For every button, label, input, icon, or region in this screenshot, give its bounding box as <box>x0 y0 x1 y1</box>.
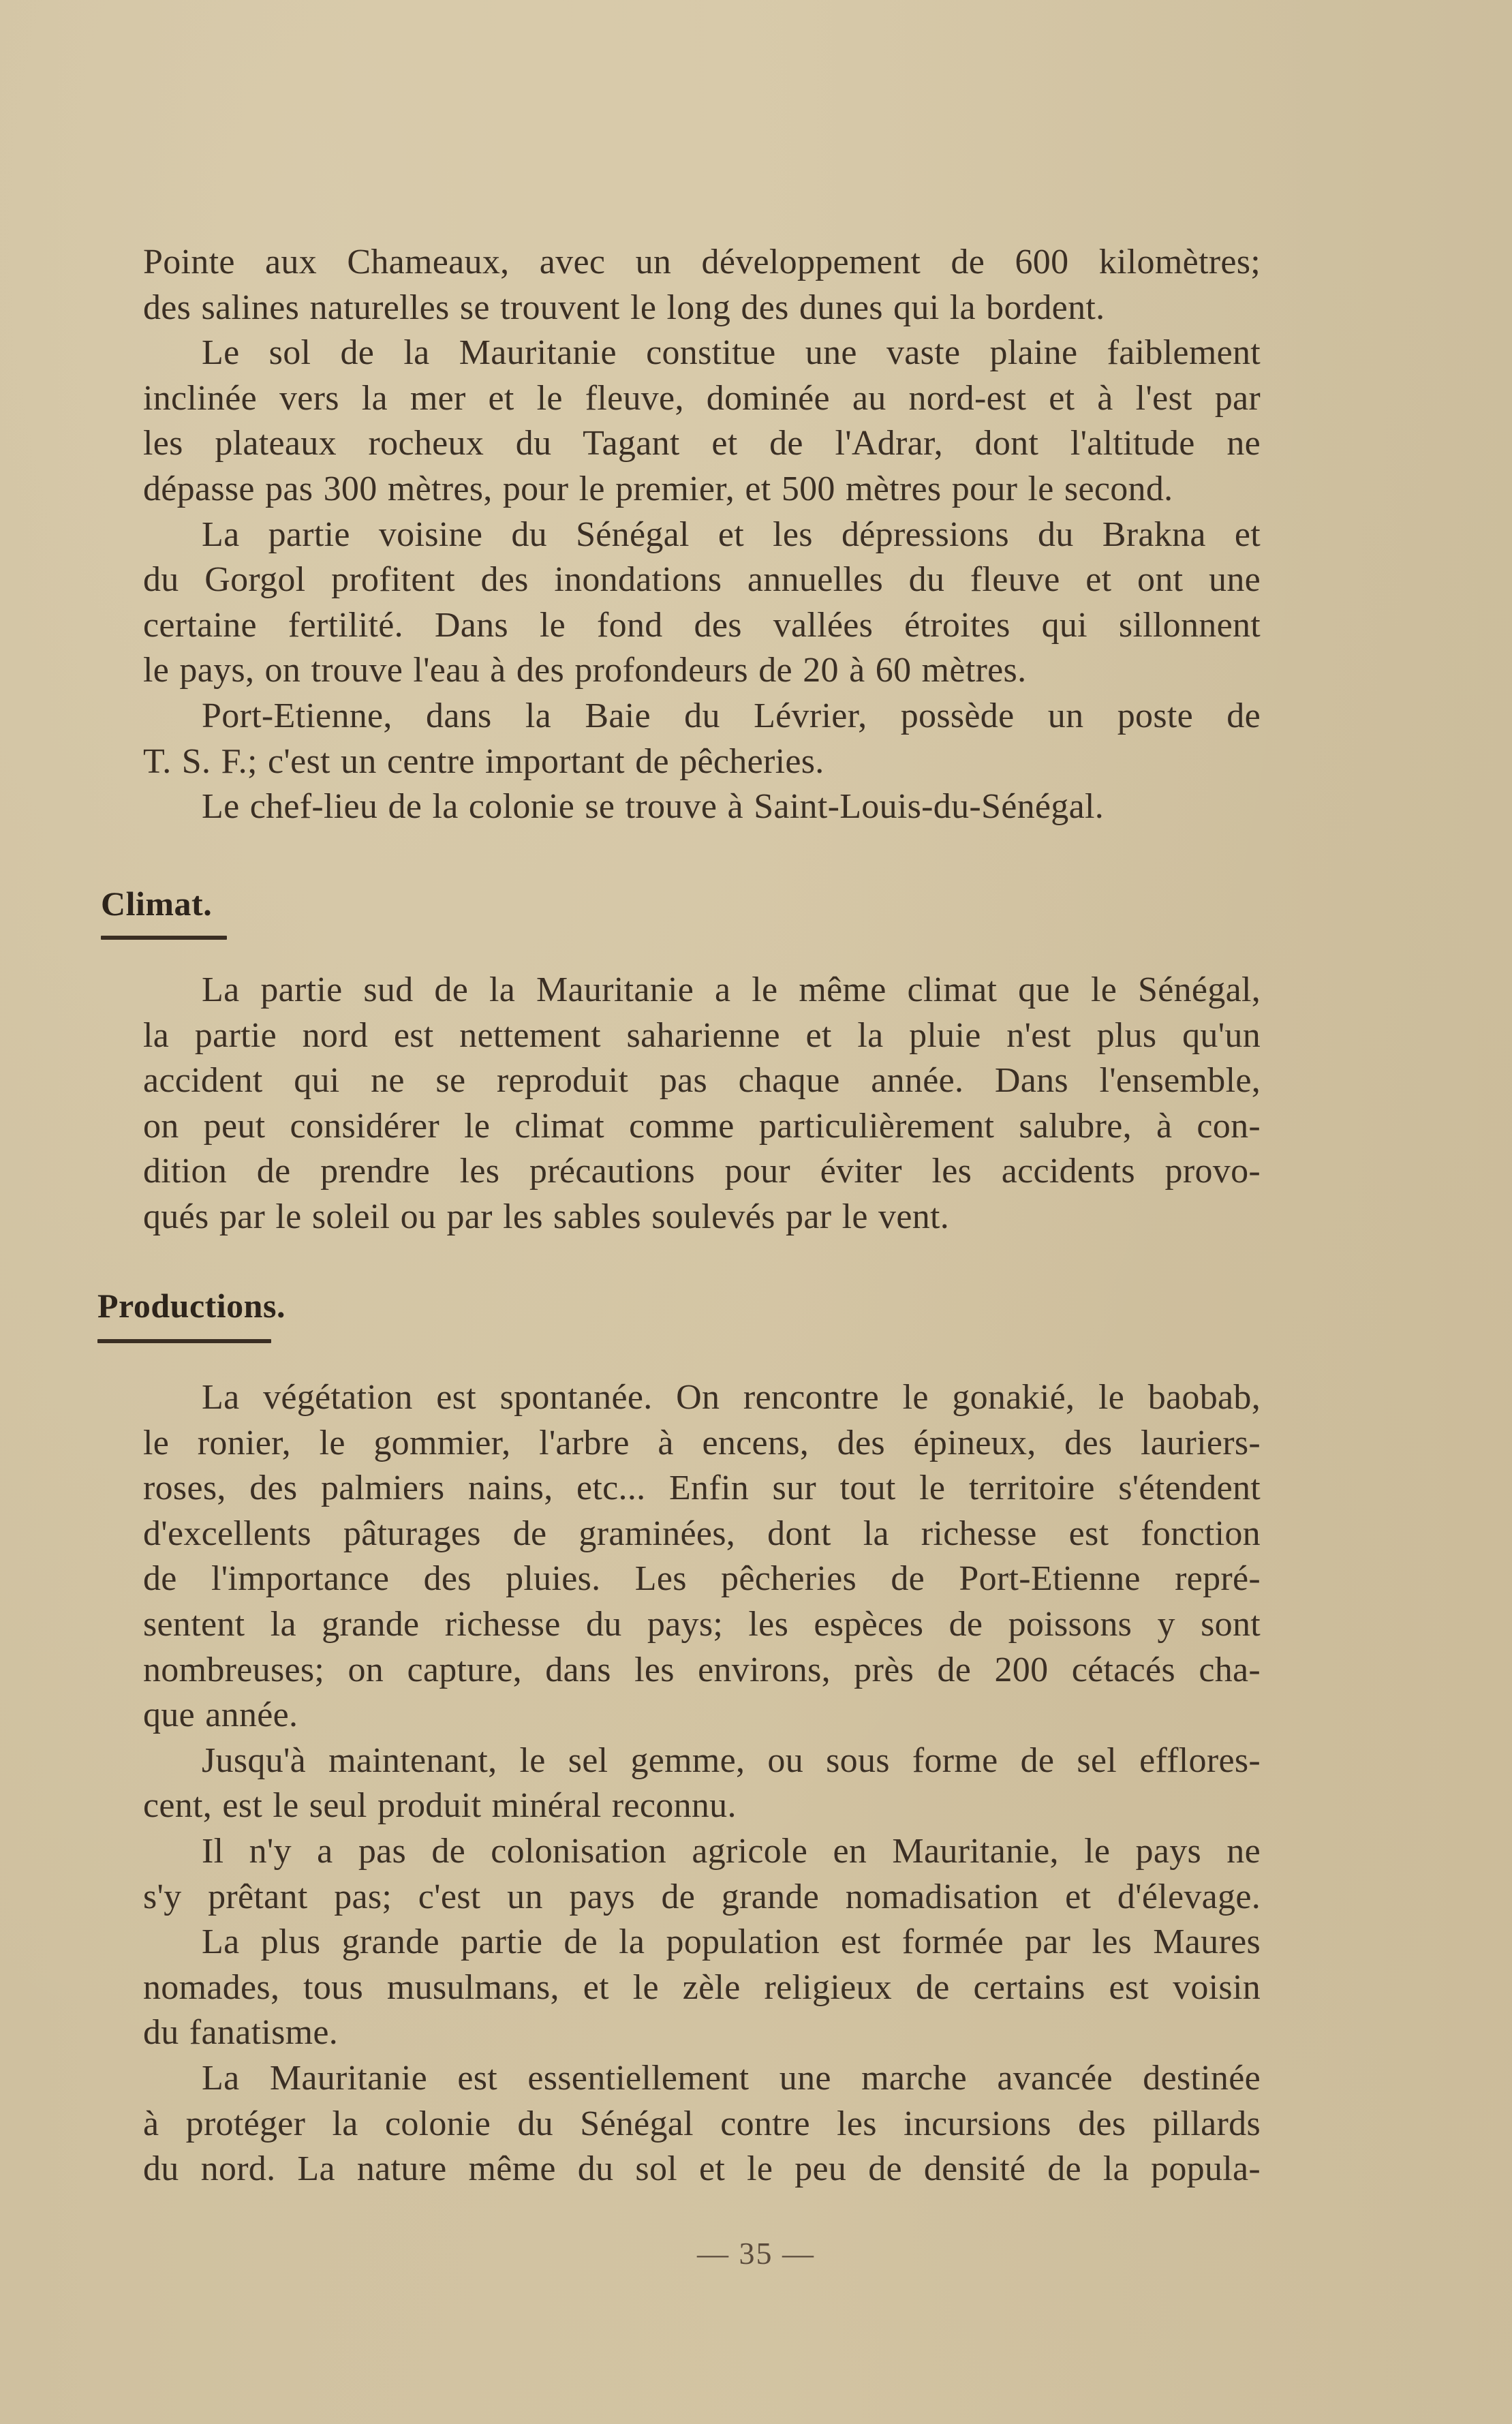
text-line: à protéger la colonie du Sénégal contre les incursions des pillards <box>143 2104 1261 2143</box>
text-line: du nord. La nature même du sol et le peu de densité de la popula- <box>143 2149 1261 2189</box>
text-line: cent, est le seul produit minéral reconnu. <box>143 1786 737 1826</box>
heading-underline-rule <box>97 1339 271 1343</box>
page-number: — 35 — <box>697 2236 815 2271</box>
text-line: Jusqu'à maintenant, le sel gemme, ou sous forme de sel efflores- <box>202 1740 1261 1780</box>
text-line: du Gorgol profitent des inondations annuelles du fleuve et ont une <box>143 560 1261 600</box>
text-line: qués par le soleil ou par les sables soulevés par le vent. <box>143 1197 950 1236</box>
text-line: la partie nord est nettement saharienne et la pluie n'est plus qu'un <box>143 1015 1261 1055</box>
paragraph <box>143 512 1261 694</box>
paragraph <box>143 784 1261 830</box>
section-heading-productions: Productions. <box>97 1287 286 1325</box>
text-line: La végétation est spontanée. On rencontre le gonakié, le baobab, <box>202 1378 1261 1417</box>
productions-section <box>143 1375 1261 2192</box>
paragraph <box>143 968 1261 1240</box>
text-line: sentent la grande richesse du pays; les espèces de poissons y sont <box>143 1604 1261 1644</box>
text-line: le pays, on trouve l'eau à des profondeurs de 20 à 60 mètres. <box>143 651 1027 690</box>
paragraph <box>143 331 1261 512</box>
text-line: des salines naturelles se trouvent le long des dunes qui la bordent. <box>143 288 1105 327</box>
paragraph <box>143 1738 1261 1829</box>
text-line: Le sol de la Mauritanie constitue une vaste plaine faiblement <box>202 333 1261 373</box>
section-heading-climat: Climat. <box>101 885 213 923</box>
text-line: certaine fertilité. Dans le fond des vallées étroites qui sillonnent <box>143 605 1261 645</box>
text-line: on peut considérer le climat comme particulièrement salubre, à con- <box>143 1106 1261 1146</box>
text-line: Le chef-lieu de la colonie se trouve à Saint-Louis-du-Sénégal. <box>202 787 1105 827</box>
paragraph <box>143 1375 1261 1738</box>
text-line: du fanatisme. <box>143 2013 339 2053</box>
paragraph <box>143 1920 1261 2056</box>
text-line: de l'importance des pluies. Les pêcheries de Port-Etienne repré- <box>143 1559 1261 1599</box>
heading-underline-rule <box>101 936 227 940</box>
paragraph <box>143 694 1261 784</box>
text-line: inclinée vers la mer et le fleuve, dominée au nord-est et à l'est par <box>143 378 1261 418</box>
paragraph <box>143 1829 1261 1920</box>
text-line: Pointe aux Chameaux, avec un développement de 600 kilomètres; <box>143 243 1261 281</box>
text-line: accident qui ne se reproduit pas chaque année. Dans l'ensemble, <box>143 1061 1261 1101</box>
text-line: dition de prendre les précautions pour éviter les accidents provo- <box>143 1152 1261 1191</box>
text-line: le ronier, le gommier, l'arbre à encens, des épineux, des lauriers- <box>143 1423 1261 1462</box>
text-line: Port-Etienne, dans la Baie du Lévrier, possède un poste de <box>202 696 1261 735</box>
text-line: La partie voisine du Sénégal et les dépressions du Brakna et <box>202 515 1261 554</box>
text-line: dépasse pas 300 mètres, pour le premier, et 500 mètres pour le second. <box>143 469 1173 508</box>
paragraph <box>143 2056 1261 2192</box>
text-line: La partie sud de la Mauritanie a le même climat que le Sénégal, <box>202 970 1261 1009</box>
text-line: Il n'y a pas de colonisation agricole en Mauritanie, le pays ne <box>202 1831 1261 1871</box>
text-line: que année. <box>143 1696 298 1735</box>
paragraph <box>143 240 1261 331</box>
climat-section <box>143 968 1261 1240</box>
text-line: d'excellents pâturages de graminées, dont la richesse est fonction <box>143 1514 1261 1553</box>
text-line: s'y prêtant pas; c'est un pays de grande nomadisation et d'élevage. <box>143 1877 1261 1916</box>
text-line: les plateaux rocheux du Tagant et de l'Adrar, dont l'altitude ne <box>143 424 1261 463</box>
text-line: La plus grande partie de la population est formée par les Maures <box>202 1922 1261 1962</box>
text-line: nombreuses; on capture, dans les environs, près de 200 cétacés cha- <box>143 1650 1261 1689</box>
intro-section <box>143 240 1261 830</box>
text-line: nomades, tous musulmans, et le zèle religieux de certains est voisin <box>143 1967 1261 2007</box>
text-line: T. S. F.; c'est un centre important de pêcheries. <box>143 741 824 781</box>
text-line: roses, des palmiers nains, etc... Enfin sur tout le territoire s'étendent <box>143 1469 1261 1508</box>
text-line: La Mauritanie est essentiellement une marche avancée destinée <box>202 2058 1261 2098</box>
